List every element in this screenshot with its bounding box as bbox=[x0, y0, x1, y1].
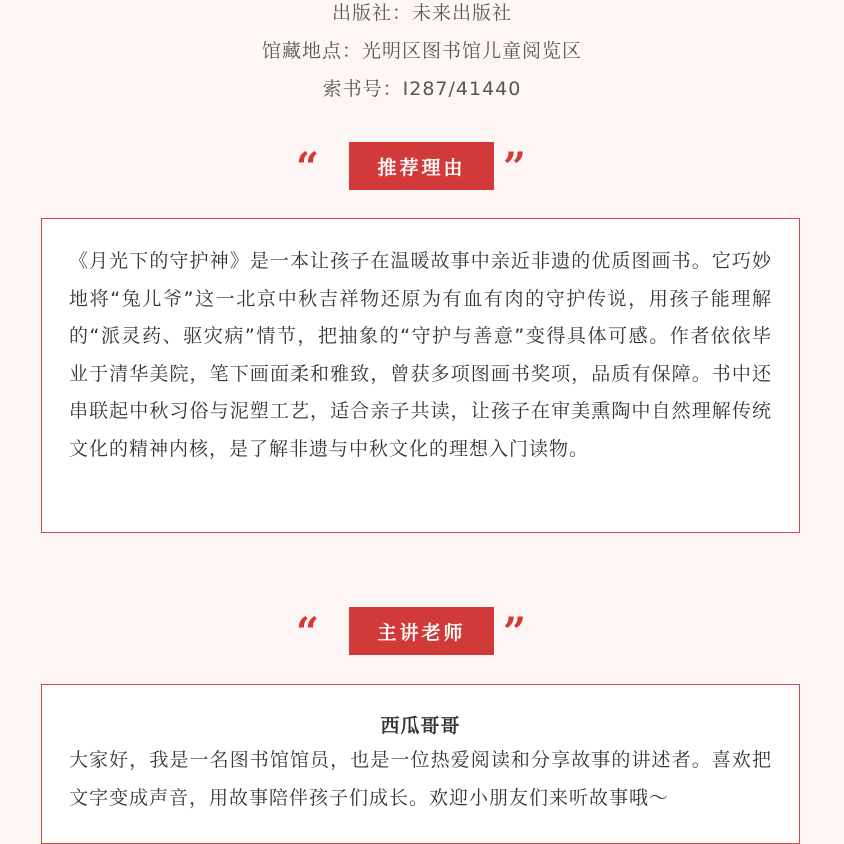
teacher-title: 主讲老师 bbox=[349, 607, 494, 655]
teacher-intro-text: 大家好，我是一名图书馆馆员，也是一位热爱阅读和分享故事的讲述者。喜欢把文字变成声音，用故事陪伴孩子们成长。欢迎小朋友们来听故事哦～ bbox=[69, 749, 772, 809]
teacher-name: 西瓜哥哥 bbox=[380, 715, 461, 737]
publisher-line: 出版社：未来出版社 bbox=[331, 2, 512, 24]
teacher-card bbox=[41, 684, 800, 844]
teacher-section-header bbox=[0, 607, 844, 655]
recommend-title: 推荐理由 bbox=[349, 142, 494, 190]
recommend-section-header bbox=[0, 142, 844, 190]
recommend-text: 《月光下的守护神》是一本让孩子在温暖故事中亲近非遗的优质图画书。它巧妙地将“兔儿爷”这一北京中秋吉祥物还原为有血有肉的守护传说，用孩子能理解的“派灵药、驱灾病”情节，把抽象的“守护与善意”变得具体可感。作者依依毕业于清华美院，笔下画面柔和雅致，曾获多项图画书奖项，品质有保障。书中还串联起中秋习俗与泥塑工艺，适合亲子共读，让孩子在审美熏陶中自然理解传统文化的精神内核，是了解非遗与中秋文化的理想入门读物。 bbox=[69, 250, 772, 460]
recommend-card bbox=[41, 218, 800, 533]
open-quote-icon: “ bbox=[296, 144, 320, 191]
close-quote-icon: ” bbox=[503, 144, 527, 191]
close-quote-icon: ” bbox=[503, 609, 527, 656]
location-line: 馆藏地点：光明区图书馆儿童阅览区 bbox=[261, 40, 582, 62]
open-quote-icon: “ bbox=[296, 609, 320, 656]
call-number-line: 索书号：I287/41440 bbox=[322, 78, 522, 100]
